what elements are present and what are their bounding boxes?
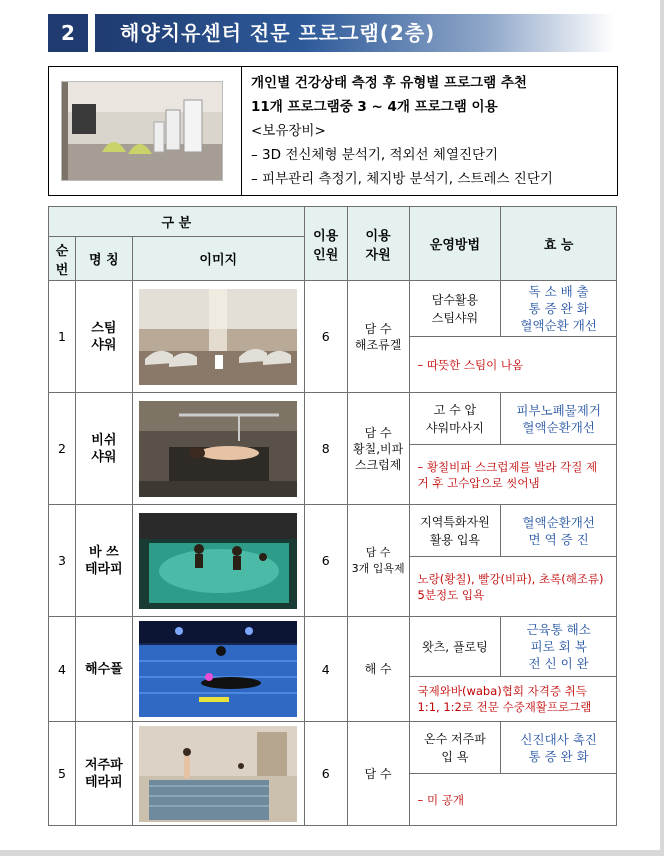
header-group: 구 분 xyxy=(49,207,305,237)
row-users: 6 xyxy=(304,505,347,617)
intro-line-4: – 3D 전신체형 분석기, 적외선 체열진단기 xyxy=(251,147,499,163)
header-resource xyxy=(347,207,409,281)
row-name: 저주파 테라피 xyxy=(75,722,132,826)
bath-therapy-photo xyxy=(139,513,297,609)
row-method: 지역특화자원 활용 입욕 xyxy=(409,505,501,557)
intro-line-1: 개인별 건강상태 측정 후 유형별 프로그램 추천 xyxy=(251,75,527,91)
row-image xyxy=(132,393,304,505)
header-no xyxy=(49,237,76,281)
row-image xyxy=(132,281,304,393)
header-method: 운영방법 xyxy=(409,207,501,281)
row-effect: 혈액순환개선 면 역 증 진 xyxy=(501,505,617,557)
intro-text xyxy=(251,71,553,191)
table-row xyxy=(49,617,617,677)
row-image xyxy=(132,505,304,617)
intro-box xyxy=(48,66,618,196)
row-no: 2 xyxy=(49,393,76,505)
row-name: 바 쓰 테라피 xyxy=(75,505,132,617)
row-effect: 피부노폐물제거 혈액순환개선 xyxy=(501,393,617,445)
row-resource: 담 수 해조류겔 xyxy=(347,281,409,393)
section-title: 해양치유센터 전문 프로그램(2층) xyxy=(120,21,436,45)
row-resource: 담 수 3개 입욕제 xyxy=(347,505,409,617)
program-table xyxy=(48,206,617,826)
intro-line-5: – 피부관리 측정기, 체지방 분석기, 스트레스 진단기 xyxy=(251,171,553,187)
table-row xyxy=(49,281,617,337)
intro-divider xyxy=(241,67,242,195)
header-resource-text: 이용자원 xyxy=(365,228,391,263)
row-note: – 황칠비파 스크럽제를 발라 각질 제거 후 고수압으로 씻어냄 xyxy=(409,445,616,505)
facility-photo xyxy=(61,81,223,181)
row-resource: 담 수 xyxy=(347,722,409,826)
intro-line-2: 11개 프로그램중 3 ~ 4개 프로그램 이용 xyxy=(251,99,498,115)
table-row xyxy=(49,505,617,557)
row-method: 담수활용 스팀샤워 xyxy=(409,281,501,337)
header-no-text: 순번 xyxy=(55,243,69,278)
seawater-pool-photo xyxy=(139,621,297,717)
row-method: 왓츠, 플로팅 xyxy=(409,617,501,677)
row-no: 4 xyxy=(49,617,76,722)
row-no: 1 xyxy=(49,281,76,393)
vichy-shower-photo xyxy=(139,401,297,497)
section-number: 2 xyxy=(48,14,88,52)
row-resource: 담 수 황칠,비파 스크럽제 xyxy=(347,393,409,505)
row-effect: 독 소 배 출 통 증 완 화 혈액순환 개선 xyxy=(501,281,617,337)
table-row xyxy=(49,722,617,774)
header-name: 명 칭 xyxy=(75,237,132,281)
row-no: 3 xyxy=(49,505,76,617)
steam-shower-photo xyxy=(139,289,297,385)
row-note: – 따뜻한 스팀이 나옴 xyxy=(409,337,616,393)
low-frequency-therapy-photo xyxy=(139,726,297,822)
header-users xyxy=(304,207,347,281)
row-effect: 신진대사 촉진 통 증 완 화 xyxy=(501,722,617,774)
row-note: 국제와바(waba)협회 자격증 취득 1:1, 1:2로 전문 수중재활프로그램 xyxy=(409,677,616,722)
row-image xyxy=(132,617,304,722)
row-no: 5 xyxy=(49,722,76,826)
header-effect: 효 능 xyxy=(501,207,617,281)
row-users: 8 xyxy=(304,393,347,505)
row-name: 스팀 샤워 xyxy=(75,281,132,393)
row-effect: 근육통 해소 피로 회 복 전 신 이 완 xyxy=(501,617,617,677)
row-users: 6 xyxy=(304,281,347,393)
header-users-text: 이용인원 xyxy=(313,228,339,263)
row-method: 고 수 압 샤워마사지 xyxy=(409,393,501,445)
table-row xyxy=(49,393,617,445)
intro-line-3: <보유장비> xyxy=(251,123,326,139)
row-note: – 미 공개 xyxy=(409,774,616,826)
row-name: 비쉬 샤워 xyxy=(75,393,132,505)
row-name: 해수풀 xyxy=(75,617,132,722)
header-image: 이미지 xyxy=(132,237,304,281)
row-method: 온수 저주파 입 욕 xyxy=(409,722,501,774)
row-image xyxy=(132,722,304,826)
row-users: 6 xyxy=(304,722,347,826)
row-users: 4 xyxy=(304,617,347,722)
row-note: 노랑(황칠), 빨강(비파), 초록(해조류) 5분정도 입욕 xyxy=(409,557,616,617)
row-resource: 해 수 xyxy=(347,617,409,722)
